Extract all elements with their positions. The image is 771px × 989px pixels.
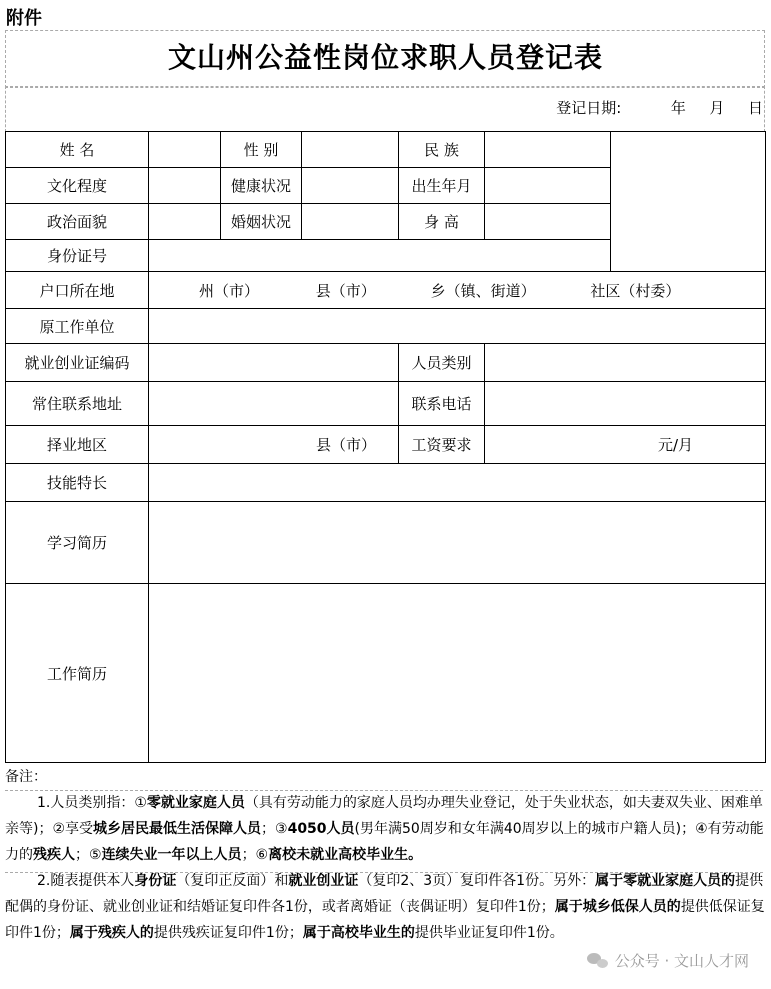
political-field[interactable]	[149, 204, 221, 240]
marital-label: 婚姻状况	[221, 204, 302, 240]
employment-cert-label: 就业创业证编码	[6, 344, 149, 382]
attachment-label: 附件	[6, 8, 42, 29]
phone-field[interactable]	[485, 382, 766, 426]
hukou-field[interactable]	[149, 272, 766, 309]
phone-label: 联系电话	[399, 382, 485, 426]
form-title: 文山州公益性岗位求职人员登记表	[167, 41, 603, 74]
watermark	[587, 950, 749, 971]
hukou-xiang: 乡（镇、街道）	[430, 281, 536, 300]
ethnicity-label: 民 族	[399, 132, 485, 168]
id-number-field[interactable]	[149, 240, 611, 272]
id-number-label: 身份证号	[6, 240, 149, 272]
person-category-label: 人员类别	[399, 344, 485, 382]
employment-cert-field[interactable]	[149, 344, 399, 382]
watermark-text: 公众号 · 文山人才网	[614, 952, 749, 970]
marital-field[interactable]	[302, 204, 399, 240]
job-region-xian: 县（市）	[315, 436, 376, 454]
notes-label: 备注：	[5, 769, 47, 785]
birth-label: 出生年月	[399, 168, 485, 204]
date-day: 日	[747, 99, 763, 117]
skills-field[interactable]	[149, 464, 766, 502]
study-history-field[interactable]	[149, 502, 766, 584]
name-label: 姓 名	[6, 132, 149, 168]
salary-unit: 元/月	[657, 436, 693, 454]
hukou-shequ: 社区（村委）	[590, 281, 681, 300]
work-history-field[interactable]	[149, 584, 766, 763]
former-employer-label: 原工作单位	[6, 309, 149, 344]
education-field[interactable]	[149, 168, 221, 204]
registration-form	[5, 131, 766, 763]
photo-box[interactable]	[611, 132, 766, 272]
hukou-label: 户口所在地	[6, 272, 149, 309]
date-year: 年	[670, 99, 686, 117]
person-category-field[interactable]	[485, 344, 766, 382]
health-field[interactable]	[302, 168, 399, 204]
date-month: 月	[709, 99, 725, 117]
job-region-field[interactable]	[149, 426, 399, 464]
health-label: 健康状况	[221, 168, 302, 204]
skills-label: 技能特长	[6, 464, 149, 502]
height-field[interactable]	[485, 204, 611, 240]
note-2: 2.随表提供本人身份证（复印正反面）和就业创业证（复印2、3页）复印件各1份。另外：属于零就业家庭人员的提供配偶的身份证、就业创业证和结婚证复印件各1份，或者离婚证（丧偶证明）复印件1份；属于城乡低保人员的提供低保证复印件1份；属于残疾人的提供残疾证复印件1份；属于高校毕业生的提供毕业证复印件1份。	[5, 873, 765, 941]
notes-section	[5, 764, 765, 946]
hukou-xian: 县（市）	[315, 281, 376, 300]
address-label: 常住联系地址	[6, 382, 149, 426]
notes-divider	[5, 790, 763, 791]
political-label: 政治面貌	[6, 204, 149, 240]
salary-label: 工资要求	[399, 426, 485, 464]
study-history-label: 学习简历	[6, 502, 149, 584]
ethnicity-field[interactable]	[485, 132, 611, 168]
wechat-icon	[587, 953, 609, 969]
date-label: 登记日期:	[556, 99, 622, 117]
registration-date	[556, 97, 763, 118]
salary-field[interactable]	[485, 426, 766, 464]
notes-divider-2	[5, 872, 763, 873]
education-label: 文化程度	[6, 168, 149, 204]
height-label: 身 高	[399, 204, 485, 240]
hukou-zhou: 州（市）	[199, 281, 260, 300]
job-region-label: 择业地区	[6, 426, 149, 464]
note-1: 1.人员类别指：①零就业家庭人员（具有劳动能力的家庭人员均办理失业登记，处于失业状态，如夫妻双失业、困难单亲等)；②享受城乡居民最低生活保障人员；③4050人员(男年满50周岁和女年满40周岁以上的城市户籍人员)；④有劳动能力的残疾人；⑤连续失业一年以上人员；⑥离校未就业高校毕业生。	[5, 795, 764, 863]
birth-field[interactable]	[485, 168, 611, 204]
gender-field[interactable]	[302, 132, 399, 168]
former-employer-field[interactable]	[149, 309, 766, 344]
gender-label: 性 别	[221, 132, 302, 168]
work-history-label: 工作简历	[6, 584, 149, 763]
name-field[interactable]	[149, 132, 221, 168]
address-field[interactable]	[149, 382, 399, 426]
